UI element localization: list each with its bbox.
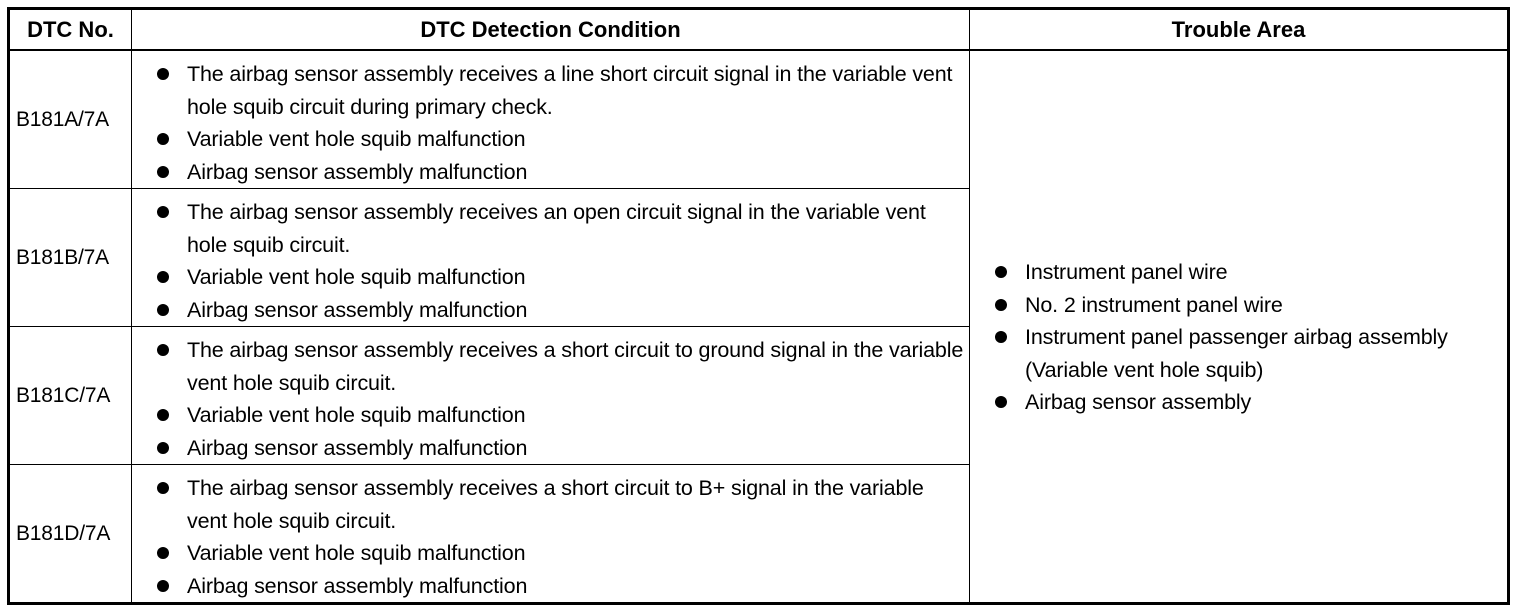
list-item: Airbag sensor assembly malfunction bbox=[132, 432, 969, 465]
list-item: The airbag sensor assembly receives an open circuit signal in the variable vent hole squib circuit. bbox=[132, 196, 969, 261]
condition-list bbox=[132, 334, 969, 464]
condition-list bbox=[132, 58, 969, 188]
bullet-icon bbox=[157, 580, 169, 592]
list-item: No. 2 instrument panel wire bbox=[970, 289, 1507, 322]
detection-condition-cell bbox=[132, 50, 970, 189]
bullet-icon bbox=[157, 344, 169, 356]
header-detection-condition: DTC Detection Condition bbox=[132, 9, 970, 51]
table-row bbox=[9, 50, 1509, 189]
list-item: Variable vent hole squib malfunction bbox=[132, 399, 969, 432]
condition-list bbox=[132, 196, 969, 326]
bullet-icon bbox=[157, 68, 169, 80]
bullet-icon bbox=[157, 271, 169, 283]
header-dtc-no: DTC No. bbox=[9, 9, 132, 51]
bullet-icon bbox=[157, 206, 169, 218]
bullet-icon bbox=[157, 409, 169, 421]
dtc-code: B181B/7A bbox=[9, 189, 132, 327]
bullet-icon bbox=[157, 304, 169, 316]
detection-condition-cell bbox=[132, 327, 970, 465]
list-item: Variable vent hole squib malfunction bbox=[132, 537, 969, 570]
list-item: Airbag sensor assembly bbox=[970, 386, 1507, 419]
list-item: The airbag sensor assembly receives a short circuit to ground signal in the variable vent hole squib circuit. bbox=[132, 334, 969, 399]
bullet-icon bbox=[157, 547, 169, 559]
list-item: Variable vent hole squib malfunction bbox=[132, 261, 969, 294]
list-item: The airbag sensor assembly receives a short circuit to B+ signal in the variable vent hole squib circuit. bbox=[132, 472, 969, 537]
trouble-area-list bbox=[970, 256, 1507, 419]
bullet-icon bbox=[995, 266, 1007, 278]
detection-condition-cell bbox=[132, 465, 970, 604]
bullet-icon bbox=[995, 396, 1007, 408]
list-item: Instrument panel wire bbox=[970, 256, 1507, 289]
list-item: Variable vent hole squib malfunction bbox=[132, 123, 969, 156]
header-trouble-area: Trouble Area bbox=[970, 9, 1509, 51]
list-item: Airbag sensor assembly malfunction bbox=[132, 156, 969, 189]
dtc-code: B181C/7A bbox=[9, 327, 132, 465]
bullet-icon bbox=[157, 442, 169, 454]
dtc-code: B181D/7A bbox=[9, 465, 132, 604]
list-item: Airbag sensor assembly malfunction bbox=[132, 570, 969, 603]
bullet-icon bbox=[157, 482, 169, 494]
list-item: Airbag sensor assembly malfunction bbox=[132, 294, 969, 327]
list-item: Instrument panel passenger airbag assembly (Variable vent hole squib) bbox=[970, 321, 1507, 386]
detection-condition-cell bbox=[132, 189, 970, 327]
condition-list bbox=[132, 472, 969, 602]
trouble-area-cell bbox=[970, 50, 1509, 604]
dtc-code: B181A/7A bbox=[9, 50, 132, 189]
bullet-icon bbox=[995, 299, 1007, 311]
bullet-icon bbox=[157, 166, 169, 178]
dtc-table bbox=[7, 7, 1510, 605]
list-item: The airbag sensor assembly receives a line short circuit signal in the variable vent hole squib circuit during primary check. bbox=[132, 58, 969, 123]
bullet-icon bbox=[995, 331, 1007, 343]
bullet-icon bbox=[157, 133, 169, 145]
header-row bbox=[9, 9, 1509, 51]
